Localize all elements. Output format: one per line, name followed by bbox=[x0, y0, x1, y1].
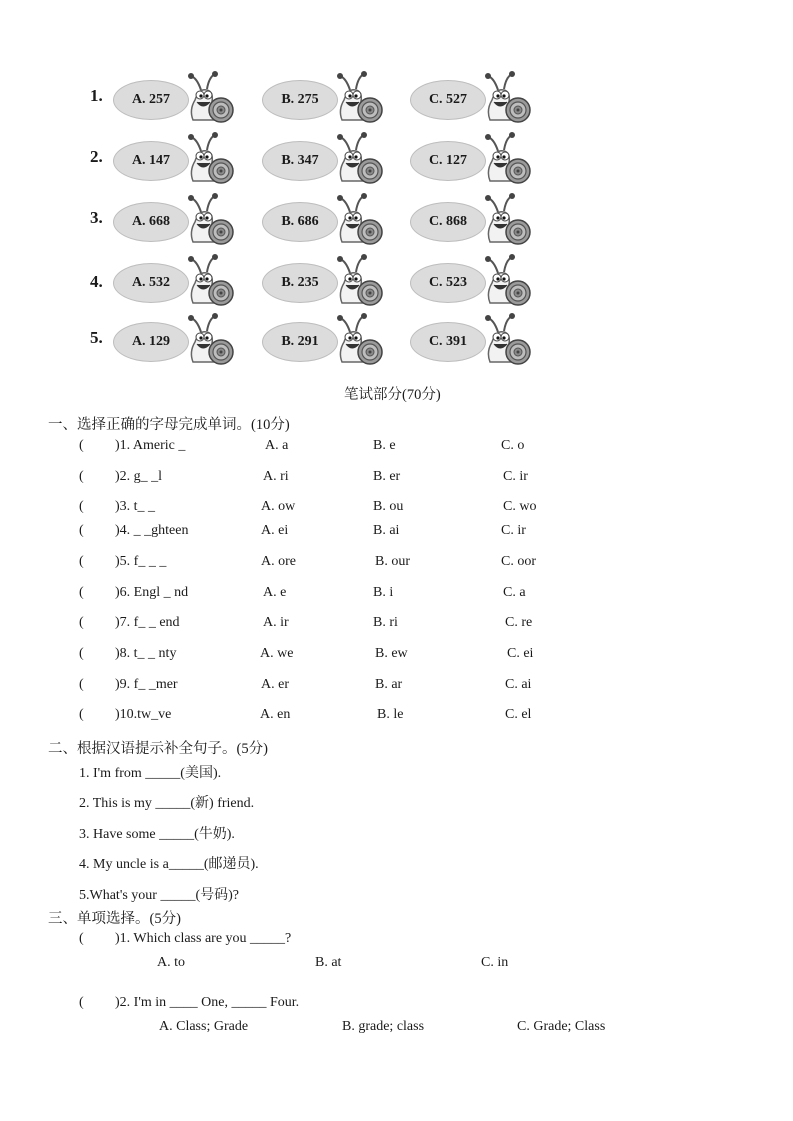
option-c[interactable] bbox=[410, 192, 560, 242]
answer-paren[interactable]: ( bbox=[79, 995, 84, 1010]
option-c[interactable]: C. o bbox=[501, 438, 525, 453]
snail-icon bbox=[183, 253, 235, 309]
snail-icon bbox=[183, 70, 235, 126]
snail-icon bbox=[183, 312, 235, 368]
section2-heading: 二、根据汉语提示补全句子。(5分) bbox=[48, 741, 268, 757]
option-c[interactable]: C. ai bbox=[505, 677, 532, 692]
fill-sentence[interactable]: 5.What's your _____(号码)? bbox=[79, 888, 239, 903]
option-a[interactable]: A. Class; Grade bbox=[159, 1019, 249, 1034]
option-c[interactable]: C. el bbox=[505, 707, 532, 722]
option-b[interactable]: B. ai bbox=[373, 523, 400, 538]
question-text: )6. Engl _ nd bbox=[115, 585, 189, 600]
row-number: 3. bbox=[90, 208, 103, 227]
option-a[interactable] bbox=[113, 253, 263, 303]
option-c[interactable]: C. in bbox=[481, 955, 509, 970]
snail-icon bbox=[480, 70, 532, 126]
option-b[interactable]: B. at bbox=[315, 955, 342, 970]
option-a[interactable]: A. er bbox=[261, 677, 289, 692]
option-c[interactable]: C. wo bbox=[503, 499, 537, 514]
option-a[interactable]: A. ore bbox=[261, 554, 296, 569]
option-b[interactable] bbox=[262, 192, 412, 242]
row-number: 2. bbox=[90, 147, 103, 166]
answer-paren[interactable]: ( bbox=[79, 499, 84, 514]
answer-paren[interactable]: ( bbox=[79, 469, 84, 484]
answer-paren[interactable]: ( bbox=[79, 707, 84, 722]
option-b[interactable]: B. i bbox=[373, 585, 394, 600]
option-a[interactable]: A. ir bbox=[263, 615, 289, 630]
option-b[interactable] bbox=[262, 253, 412, 303]
question-text: )3. t_ _ bbox=[115, 499, 156, 514]
option-c[interactable]: C. ir bbox=[503, 469, 528, 484]
option-oval: A. 668 bbox=[113, 202, 189, 242]
fill-sentence[interactable]: 1. I'm from _____(美国). bbox=[79, 766, 222, 781]
option-a[interactable]: A. en bbox=[260, 707, 291, 722]
option-oval: C. 127 bbox=[410, 141, 486, 181]
option-b[interactable]: B. grade; class bbox=[342, 1019, 425, 1034]
question-text: )8. t_ _ nty bbox=[115, 646, 177, 661]
option-a[interactable]: A. ei bbox=[261, 523, 289, 538]
answer-paren[interactable]: ( bbox=[79, 677, 84, 692]
option-c[interactable]: C. a bbox=[503, 585, 526, 600]
option-oval: C. 868 bbox=[410, 202, 486, 242]
fill-sentence[interactable]: 2. This is my _____(新) friend. bbox=[79, 796, 255, 811]
snail-icon bbox=[332, 253, 384, 309]
option-oval: C. 523 bbox=[410, 263, 486, 303]
answer-paren[interactable]: ( bbox=[79, 615, 84, 630]
answer-paren[interactable]: ( bbox=[79, 438, 84, 453]
option-a[interactable]: A. ow bbox=[261, 499, 296, 514]
option-b[interactable]: B. ou bbox=[373, 499, 404, 514]
option-oval: B. 275 bbox=[262, 80, 338, 120]
option-a[interactable] bbox=[113, 131, 263, 181]
snail-icon bbox=[480, 312, 532, 368]
option-b[interactable] bbox=[262, 70, 412, 120]
option-c[interactable] bbox=[410, 70, 560, 120]
snail-icon bbox=[332, 70, 384, 126]
question-text: )5. f_ _ _ bbox=[115, 554, 167, 569]
option-a[interactable]: A. e bbox=[263, 585, 287, 600]
option-oval: A. 257 bbox=[113, 80, 189, 120]
snail-icon bbox=[183, 192, 235, 248]
option-b[interactable]: B. e bbox=[373, 438, 396, 453]
question-text: )1. Which class are you _____? bbox=[115, 931, 292, 946]
option-c[interactable]: C. oor bbox=[501, 554, 536, 569]
answer-paren[interactable]: ( bbox=[79, 523, 84, 538]
section3-heading: 三、单项选择。(5分) bbox=[48, 911, 181, 927]
option-oval: A. 147 bbox=[113, 141, 189, 181]
fill-sentence[interactable]: 4. My uncle is a_____(邮递员). bbox=[79, 857, 259, 872]
section1-heading: 一、选择正确的字母完成单词。(10分) bbox=[48, 417, 290, 433]
answer-paren[interactable]: ( bbox=[79, 554, 84, 569]
option-oval: B. 235 bbox=[262, 263, 338, 303]
option-b[interactable]: B. ew bbox=[375, 646, 408, 661]
row-number: 5. bbox=[90, 328, 103, 347]
option-c[interactable] bbox=[410, 312, 560, 362]
option-oval: B. 347 bbox=[262, 141, 338, 181]
answer-paren[interactable]: ( bbox=[79, 585, 84, 600]
question-text: )7. f_ _ end bbox=[115, 615, 180, 630]
snail-icon bbox=[480, 192, 532, 248]
question-text: )4. _ _ghteen bbox=[115, 523, 189, 538]
fill-sentence[interactable]: 3. Have some _____(牛奶). bbox=[79, 827, 235, 842]
row-number: 1. bbox=[90, 86, 103, 105]
option-oval: A. 532 bbox=[113, 263, 189, 303]
option-a[interactable] bbox=[113, 70, 263, 120]
answer-paren[interactable]: ( bbox=[79, 931, 84, 946]
option-oval: A. 129 bbox=[113, 322, 189, 362]
row-number: 4. bbox=[90, 272, 103, 291]
question-text: )2. I'm in ____ One, _____ Four. bbox=[115, 995, 300, 1010]
option-c[interactable]: C. ei bbox=[507, 646, 534, 661]
snail-icon bbox=[332, 312, 384, 368]
option-a[interactable]: A. we bbox=[260, 646, 294, 661]
option-oval: C. 527 bbox=[410, 80, 486, 120]
option-oval: B. 686 bbox=[262, 202, 338, 242]
option-b[interactable]: B. ri bbox=[373, 615, 398, 630]
option-a[interactable]: A. a bbox=[265, 438, 289, 453]
option-a[interactable]: A. ri bbox=[263, 469, 289, 484]
option-a[interactable]: A. to bbox=[157, 955, 185, 970]
snail-icon bbox=[480, 253, 532, 309]
option-c[interactable]: C. re bbox=[505, 615, 533, 630]
option-a[interactable] bbox=[113, 192, 263, 242]
option-c[interactable]: C. Grade; Class bbox=[517, 1019, 606, 1034]
option-c[interactable]: C. ir bbox=[501, 523, 526, 538]
question-text: )10.tw_ve bbox=[115, 707, 172, 722]
question-text: )2. g_ _l bbox=[115, 469, 163, 484]
option-oval: B. 291 bbox=[262, 322, 338, 362]
snail-icon bbox=[332, 192, 384, 248]
question-text: )1. Americ _ bbox=[115, 438, 186, 453]
snail-icon bbox=[480, 131, 532, 187]
option-c[interactable] bbox=[410, 253, 560, 303]
snail-icon bbox=[183, 131, 235, 187]
option-a[interactable] bbox=[113, 312, 263, 362]
option-oval: C. 391 bbox=[410, 322, 486, 362]
option-b[interactable] bbox=[262, 312, 412, 362]
option-b[interactable]: B. ar bbox=[375, 677, 403, 692]
question-text: )9. f_ _mer bbox=[115, 677, 178, 692]
option-b[interactable]: B. er bbox=[373, 469, 401, 484]
snail-icon bbox=[332, 131, 384, 187]
option-b[interactable]: B. le bbox=[377, 707, 404, 722]
option-c[interactable] bbox=[410, 131, 560, 181]
written-part-title: 笔试部分(70分) bbox=[344, 387, 441, 403]
option-b[interactable] bbox=[262, 131, 412, 181]
option-b[interactable]: B. our bbox=[375, 554, 410, 569]
answer-paren[interactable]: ( bbox=[79, 646, 84, 661]
